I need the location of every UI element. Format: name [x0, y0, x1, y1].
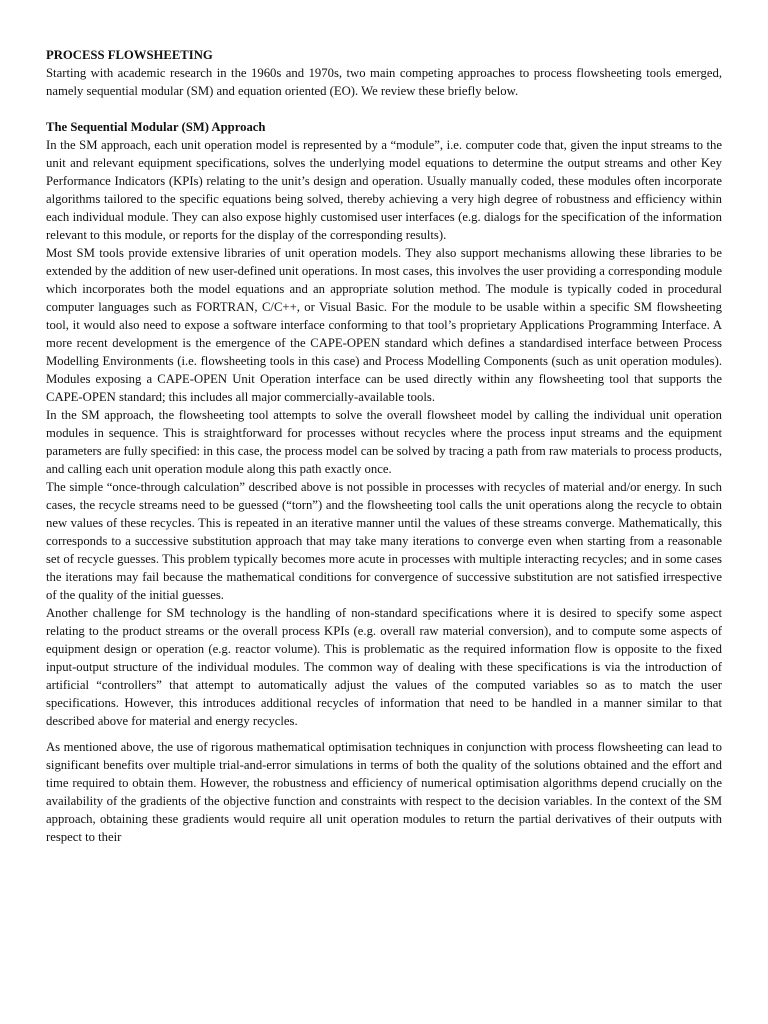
paragraph-optimisation: As mentioned above, the use of rigorous mathematical optimisation techniques in conjunction with process flowsheeting can lead to significant benefits over multiple trial-and-error simulations in terms of both the quality of the solutions obtained and the effort and time required to obtain them. However, the robustness and efficiency of numerical optimisation algorithms depend crucially on the availability of the gradients of the objective function and constraints with respect to the decision variables. In the context of the SM approach, obtaining these gradients would require all unit operation modules to return the partial derivatives of their outputs with respect to their: [46, 740, 722, 844]
paragraph-sm-recycles: The simple “once-through calculation” described above is not possible in processes with recycles of material and/or energy. In such cases, the recycle streams need to be guessed (“torn”) and the flowsheeting tool calls the unit operations along the recycle to obtain new values of these recycles. This is repeated in an iterative manner until the values of these streams converge. Mathematically, this corresponds to a successive substitution approach that may take many iterations to converge even when starting from a reasonable set of recycle guesses. This problem typically becomes more acute in processes with multiple interacting recycles; and in some cases the iterations may fail because the mathematical conditions for convergence of successive substitution are not satisfied irrespective of the quality of the initial guesses.: [46, 480, 722, 602]
paragraph-sm-libraries: Most SM tools provide extensive libraries of unit operation models. They also support mechanisms allowing these libraries to be extended by the addition of new user-defined unit operations. In most cases, this involves the user providing a corresponding module which incorporates both the model equations and an appropriate solution method. The module is typically coded in procedural computer languages such as FORTRAN, C/C++, or Visual Basic. For the module to be usable within a specific SM flowsheeting tool, it would also need to expose a software interface conforming to that tool’s proprietary Applications Programming Interface. A more recent development is the emergence of the CAPE-OPEN standard which defines a standardised interface between Process Modelling Environments (i.e. flowsheeting tools in this case) and Process Modelling Components (such as unit operation modules). Modules exposing a CAPE-OPEN Unit Operation interface can be used directly within any flowsheeting tool that supports the CAPE-OPEN standard; this includes all major commercially-available tools.: [46, 246, 722, 404]
paragraph-sm-sequence: In the SM approach, the flowsheeting tool attempts to solve the overall flowsheet model by calling the individual unit operation modules in sequence. This is straightforward for processes without recycles where the process input streams and the equipment parameters are fully specified: in this case, the process model can be solved by tracing a path from raw materials to process products, and calling each unit operation module along this path exactly once.: [46, 408, 722, 476]
paragraph-sm-specifications: Another challenge for SM technology is the handling of non-standard specifications where it is desired to specify some aspect relating to the product streams or the overall process KPIs (e.g. overall raw material conversion), and to compute some aspects of equipment design or operation (e.g. reactor volume). This is problematic as the required information flow is opposite to the fixed input-output structure of the individual modules. The common way of dealing with these specifications is via the introduction of artificial “controllers” that attempt to automatically adjust the values of the computed variables so as to match the user specifications. However, this introduces additional recycles of information that need to be handled in a manner similar to that described above for material and energy recycles.: [46, 606, 722, 728]
section-heading: The Sequential Modular (SM) Approach: [46, 120, 266, 134]
document-page: [46, 46, 722, 846]
spacer: [46, 730, 722, 738]
document-title: PROCESS FLOWSHEETING: [46, 48, 213, 62]
paragraph-sm-definition: In the SM approach, each unit operation model is represented by a “module”, i.e. computer code that, given the input streams to the unit and relevant equipment specifications, solves the underlying model equations to determine the output streams and other Key Performance Indicators (KPIs) relating to the unit’s design and operation. Usually manually coded, these modules often incorporate algorithms tailored to the specific equations being solved, thereby achieving a very high degree of robustness and efficiency within each individual module. They can also expose highly customised user interfaces (e.g. dialogs for the specification of the information relevant to this module, or reports for the display of the corresponding results).: [46, 138, 722, 242]
spacer: [46, 100, 722, 118]
intro-paragraph: Starting with academic research in the 1960s and 1970s, two main competing approaches to process flowsheeting tools emerged, namely sequential modular (SM) and equation oriented (EO). We review these briefly below.: [46, 66, 722, 98]
